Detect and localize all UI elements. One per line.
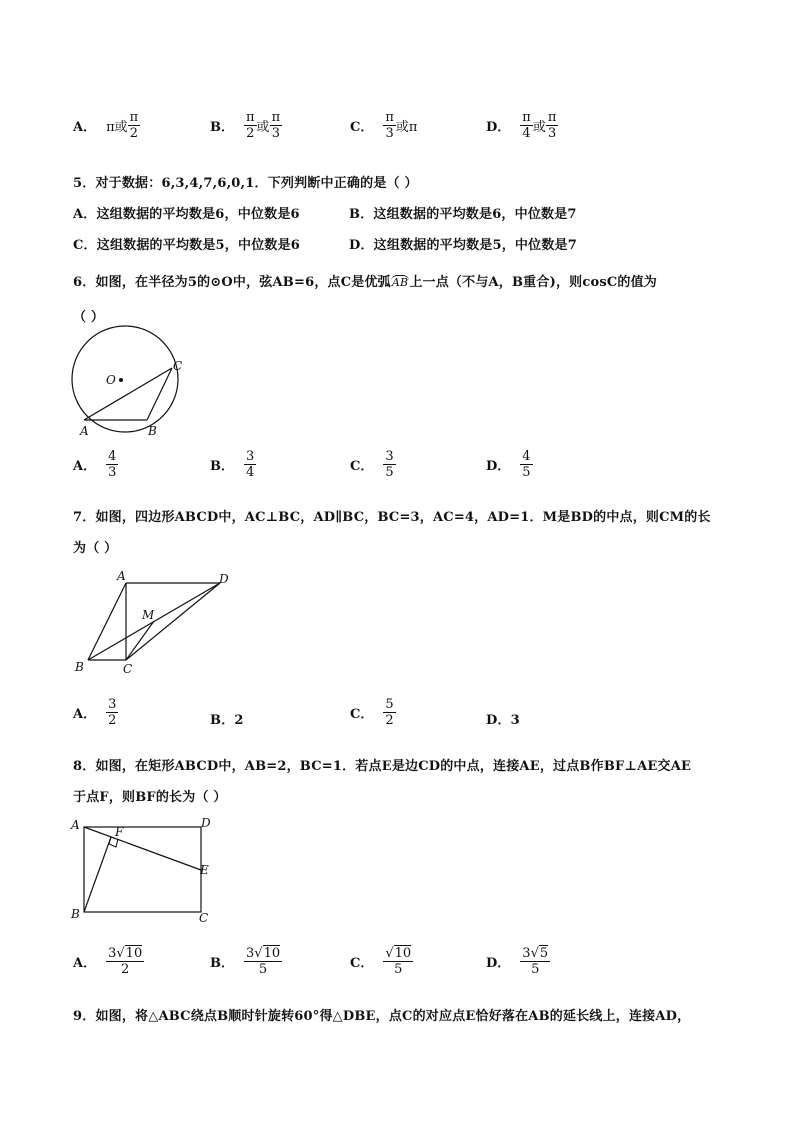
label-f: F [115, 825, 124, 839]
label-d: D [201, 816, 211, 830]
q4-option-c [350, 110, 417, 141]
q5-option-b: B．这组数据的平均数是6，中位数是7 [349, 207, 577, 222]
q4-option-b [210, 110, 282, 141]
fraction: $\frac{\pi}{2}$ [129, 110, 139, 141]
center-dot [119, 378, 123, 382]
q9-stem: 9．如图，将△ABC绕点B顺时针旋转60°得△DBE，点C的对应点E恰好落在AB的延长线上，连接AD， [73, 1009, 691, 1024]
q7-option-a: A． $\frac{3}{2}$ [73, 697, 117, 728]
q8-figure-rectangle [68, 814, 218, 926]
fraction: $\frac{\pi}{2}$ [246, 110, 255, 141]
fraction: $\frac{\pi}{3}$ [271, 110, 281, 141]
label-c: C [199, 911, 209, 925]
q8-stem: 8．如图，在矩形ABCD中，AB=2，BC=1．若点E是边CD的中点，连接AE，过点B作BF⊥AE交AE [73, 759, 692, 774]
q6-stem [73, 271, 657, 290]
option-text: 或 [532, 120, 546, 135]
q7-option-c: C． $\frac{5}{2}$ [350, 697, 394, 728]
q7-stem-line2: 为（ ） [73, 541, 118, 556]
fraction: $\frac{3√5}{5}$ [522, 946, 549, 977]
fraction: $\frac{4}{5}$ [522, 449, 531, 480]
option-text: 或π [395, 120, 418, 135]
q6-option-a: A． $\frac{4}{3}$ [73, 449, 117, 480]
fraction: $\frac{3}{4}$ [246, 449, 255, 480]
q7-stem: 7．如图，四边形ABCD中，AC⊥BC，AD∥BC，BC=3，AC=4，AD=1．M是BD的中点，则CM的长 [73, 510, 711, 525]
fraction: $\frac{3√10}{5}$ [246, 946, 281, 977]
fraction: $\frac{4}{3}$ [108, 449, 117, 480]
label-o: O [106, 373, 116, 387]
q4-option-a [73, 110, 140, 141]
label-m: M [142, 608, 155, 622]
option-label: C． [350, 120, 374, 135]
label-b: B [148, 424, 157, 438]
fraction: $\frac{\pi}{4}$ [522, 110, 531, 141]
q6-paren: （ ） [73, 310, 105, 325]
q5-option-a: A．这组数据的平均数是6，中位数是6 [73, 207, 300, 222]
label-c: C [123, 662, 133, 676]
q5-option-c: C．这组数据的平均数是5，中位数是6 [73, 238, 301, 253]
arc-ab: AB [391, 276, 409, 289]
q4-option-d [486, 110, 558, 141]
q6-stem-text: 6．如图，在半径为5的⊙O中，弦AB=6，点C是优弧 [73, 275, 391, 290]
label-a: A [71, 818, 80, 832]
label-d: D [219, 572, 229, 586]
label-a: A [80, 424, 89, 438]
segment-ac [84, 368, 172, 420]
q7-option-d: D．3 [486, 713, 520, 728]
fraction: $\frac{3}{2}$ [108, 697, 117, 728]
fraction: $\frac{5}{2}$ [385, 697, 394, 728]
q6-stem-tail: 上一点（不与A，B重合)，则cosC的值为 [409, 275, 657, 290]
label-a: A [117, 569, 126, 583]
option-label: B． [210, 120, 234, 135]
q7-figure-quadrilateral [70, 566, 240, 678]
fraction: $\frac{\pi}{3}$ [547, 110, 557, 141]
fraction: $\frac{\pi}{3}$ [385, 110, 394, 141]
q5-option-d: D．这组数据的平均数是5，中位数是7 [349, 238, 577, 253]
q8-option-d: D． $\frac{3√5}{5}$ [486, 946, 549, 977]
option-label: A． [73, 120, 97, 135]
q6-option-d: D． $\frac{4}{5}$ [486, 449, 531, 480]
q8-option-b: B． $\frac{3√10}{5}$ [210, 946, 281, 977]
label-b: B [75, 660, 84, 674]
q7-option-b: B．2 [210, 713, 244, 728]
q8-option-a: A． $\frac{3√10}{2}$ [73, 946, 143, 977]
label-e: E [200, 863, 209, 877]
option-text: π或 [106, 120, 128, 135]
fraction: $\frac{√10}{5}$ [385, 946, 412, 977]
q6-figure-circle [68, 324, 188, 438]
circle-o [72, 326, 178, 432]
q6-option-c: C． $\frac{3}{5}$ [350, 449, 394, 480]
fraction: $\frac{3}{5}$ [385, 449, 394, 480]
option-label: D． [486, 120, 511, 135]
label-c: C [173, 359, 183, 373]
option-text: 或 [256, 120, 270, 135]
fraction: $\frac{3√10}{2}$ [108, 946, 143, 977]
q8-stem-line2: 于点F，则BF的长为（ ） [73, 790, 227, 805]
q5-stem: 5．对于数据：6,3,4,7,6,0,1．下列判断中正确的是（ ） [73, 176, 418, 191]
q6-option-b: B． $\frac{3}{4}$ [210, 449, 255, 480]
label-b: B [71, 907, 80, 921]
q8-option-c: C． $\frac{√10}{5}$ [350, 946, 412, 977]
